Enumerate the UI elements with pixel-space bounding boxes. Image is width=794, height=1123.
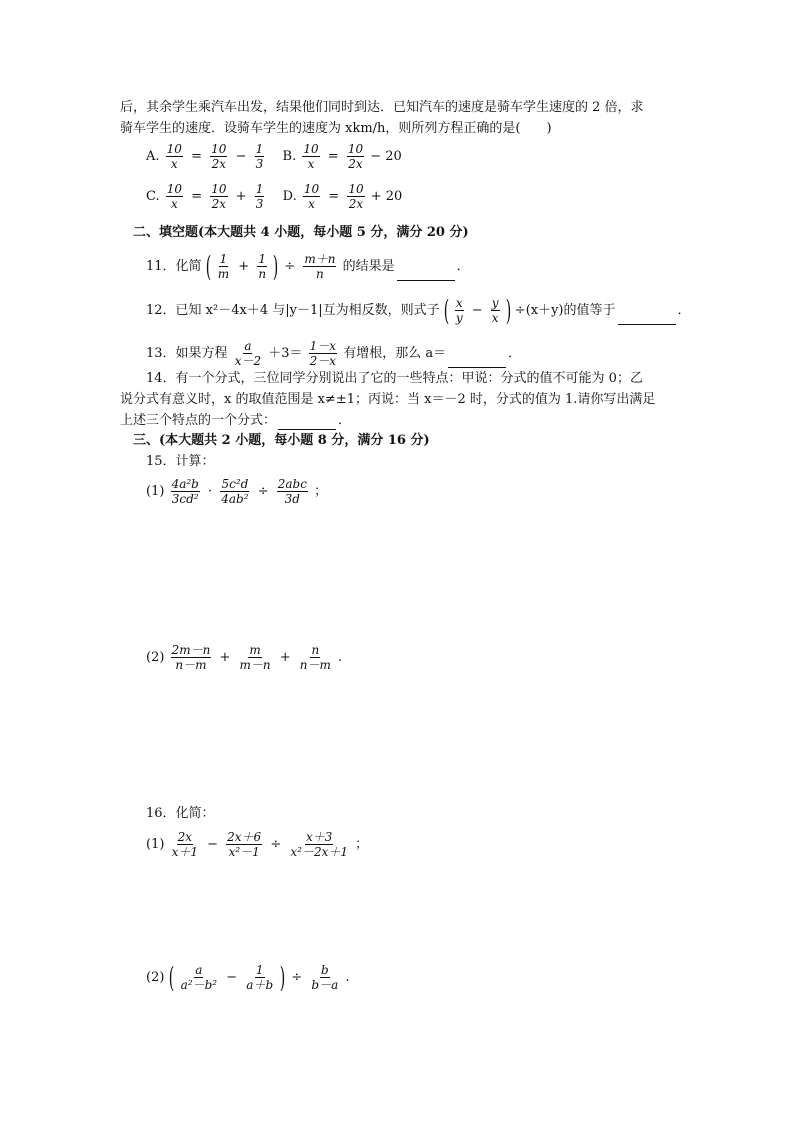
fraction: $\frac{1}{3}$: [255, 182, 264, 211]
section-3-heading: 三、(本大题共 2 小题，每小题 8 分，满分 16 分): [133, 433, 430, 448]
question-11: 11．化简 ( $\frac{1}{m}$ + $\frac{1}{n}$ ) ÷ $\frac{m+n}{n}$ 的结果是 ．: [146, 249, 470, 283]
fraction: $\frac{10}{2x}$: [347, 142, 364, 171]
option-b-label: B.: [282, 149, 297, 164]
option-d-label: D.: [282, 189, 297, 204]
q14-line1: 14．有一个分式，三位同学分别说出了它的一些特点：甲说：分式的值不可能为 0；乙: [146, 371, 643, 386]
q14-line2: 说分式有意义时，x 的取值范围是 x≠±1；丙说：当 x＝－2 时，分式的值为 1.请你写出满足: [120, 392, 656, 407]
fraction: $\frac{\text{5c²d}}{\text{4ab²}}$: [221, 477, 249, 506]
q16-part1: (1) $\frac{2x}{x+1}$ − $\frac{2x+6}{\text{x²－1}}$ ÷ $\frac{x+3}{\text{x²－2x＋1}}$ ；: [146, 830, 369, 859]
fraction: $\frac{10}{x}$: [166, 142, 182, 171]
q16-title: 16．化简：: [146, 806, 215, 821]
fraction: $\frac{a}{\text{a²－b²}}$: [180, 963, 218, 992]
fraction: $\frac{2m-n}{n-m}$: [171, 643, 211, 672]
answer-blank: [278, 415, 336, 430]
option-a-label: A.: [146, 149, 160, 164]
fraction: $\frac{m+n}{n}$: [304, 252, 336, 281]
fraction: $\frac{10}{x}$: [303, 182, 320, 211]
q15-title: 15．计算：: [146, 454, 215, 469]
option-c-label: C.: [146, 189, 160, 204]
q15-part2: (2) $\frac{2m-n}{n-m}$ + $\frac{m}{m-n}$ + $\frac{n}{n-m}$ .: [146, 643, 343, 672]
answer-blank: [397, 266, 455, 281]
answer-blank: [448, 353, 506, 368]
fraction: $\frac{1}{a+b}$: [246, 963, 274, 992]
q10-text-line1: 后，其余学生乘汽车出发，结果他们同时到达．已知汽车的速度是骑车学生速度的 2 倍，求: [120, 100, 644, 115]
q16-part2: (2) ( $\frac{a}{\text{a²－b²}}$ − $\frac{1}{a+b}$ ) ÷ $\frac{b}{b-a}$ .: [146, 960, 350, 994]
fraction: $\frac{1}{3}$: [255, 142, 264, 171]
fraction: $\frac{10}{2x}$: [211, 182, 227, 211]
fraction: $\frac{m}{m-n}$: [239, 643, 271, 672]
fraction: $\frac{x}{y}$: [455, 296, 463, 325]
fraction: $\frac{2x}{x+1}$: [171, 830, 198, 859]
q14-line3: 上述三个特点的一个分式： ．: [120, 413, 352, 428]
answer-blank: [618, 310, 676, 325]
fraction: $\frac{1}{m}$: [217, 252, 230, 281]
fraction: $\frac{10}{2x}$: [211, 142, 227, 171]
fraction: $\frac{1}{n}$: [258, 252, 267, 281]
fraction: $\frac{b}{b-a}$: [311, 963, 339, 992]
fraction: $\frac{\text{4a²b}}{\text{3cd²}}$: [171, 477, 199, 506]
fraction: $\frac{10}{x}$: [303, 142, 319, 171]
question-12: 12．已知 x²－4x＋4 与|y－1|互为相反数，则式子 ( $\frac{x}{y}$ − $\frac{y}{x}$ ) ÷(x＋y)的值等于 ．: [146, 293, 691, 327]
fraction: $\frac{2x+6}{\text{x²－1}}$: [227, 830, 262, 859]
q15-part1: (1) $\frac{\text{4a²b}}{\text{3cd²}}$ · $\frac{\text{5c²d}}{\text{4ab²}}$ ÷ $\frac{\text{2abc}}{3d}$ ；: [146, 477, 328, 506]
fraction: $\frac{10}{x}$: [166, 182, 183, 211]
q10-options-ab: A. $\frac{10}{x}$ = $\frac{10}{2x}$ − $\frac{1}{3}$ B. $\frac{10}{x}$ = $\frac{10}{2x}$ − 20: [146, 142, 402, 171]
fraction: $\frac{10}{2x}$: [348, 182, 364, 211]
fraction: $\frac{a}{x-2}$: [234, 339, 262, 368]
fraction: $\frac{\text{2abc}}{3d}$: [277, 477, 307, 506]
fraction: $\frac{n}{n-m}$: [299, 643, 331, 672]
fraction: $\frac{x+3}{\text{x²－2x＋1}}$: [290, 830, 349, 859]
q10-text-line2: 骑车学生的速度．设骑车学生的速度为 xkm/h，则所列方程正确的是( ): [120, 121, 552, 136]
fraction: $\frac{1-x}{2-x}$: [309, 339, 337, 368]
section-2-heading: 二、填空题(本大题共 4 小题，每小题 5 分，满分 20 分): [133, 225, 469, 240]
question-13: 13．如果方程 $\frac{a}{x-2}$ ＋3＝ $\frac{1-x}{2-x}$ 有增根，那么 a＝ ．: [146, 339, 522, 368]
q10-options-cd: C. $\frac{10}{x}$ = $\frac{10}{2x}$ + $\frac{1}{3}$ D. $\frac{10}{x}$ = $\frac{10}{2x}$ + 20: [146, 182, 403, 211]
fraction: $\frac{y}{x}$: [491, 296, 499, 325]
